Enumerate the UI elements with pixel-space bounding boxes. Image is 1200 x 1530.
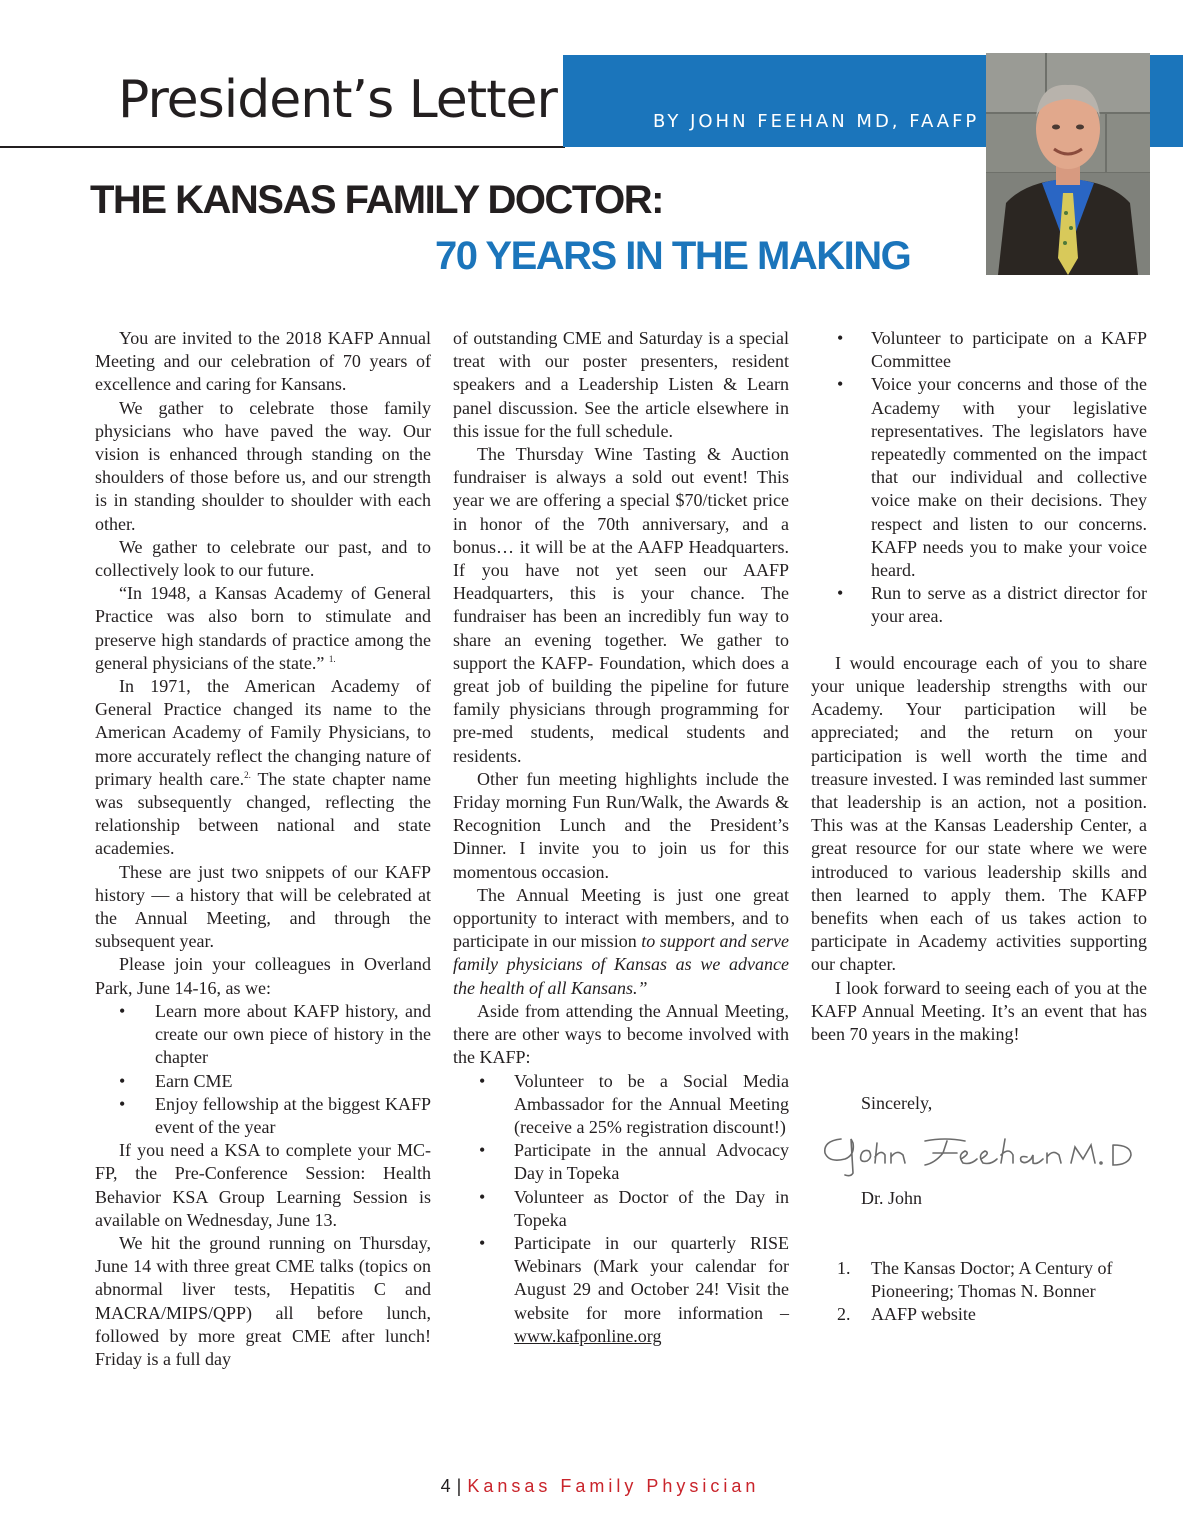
signer-name: Dr. John [861, 1188, 923, 1209]
page-number: 4 [440, 1476, 451, 1496]
list-item: • Volunteer to be a Social Media Ambassador for the Annual Meeting (receive a 25% registration discount!) [453, 1070, 789, 1140]
paragraph: I look forward to seeing each of you at the KAFP Annual Meeting. It’s an event that has been 70 years in the making! [811, 977, 1147, 1045]
list-item: • Enjoy fellowship at the biggest KAFP event of the year [95, 1093, 431, 1139]
publication-name: Kansas Family Physician [467, 1476, 760, 1496]
list-item-text: Participate in our quarterly RISE Webinars (Mark your calendar for August 29 and October 24! Visit the website for more information – [514, 1232, 789, 1323]
list-item: • Voice your concerns and those of the Academy with your legislative representatives. The legislators have repeatedly commented on the impact that our individual and collective voice make on their decisions. They respect and listen to our concerns. KAFP needs you to make your voice heard. [811, 373, 1147, 582]
paragraph-text: In 1971, the American Academy of General Practice changed its name to the American Academy of Family Physicians, to more accurately reflect the changing nature of primary health care. [95, 676, 431, 789]
list-item: • Volunteer as Doctor of the Day in Topeka [453, 1186, 789, 1232]
paragraph [95, 675, 431, 861]
reference-text: The Kansas Doctor; A Century of Pioneering; Thomas N. Bonner [871, 1257, 1113, 1301]
article-column-3 [811, 327, 1147, 1326]
paragraph-text: The Annual Meeting is just one great opportunity to interact with members, and to participate in our mission [453, 884, 789, 952]
list-item: • Learn more about KAFP history, and create our own piece of history in the chapter [95, 1000, 431, 1070]
header-divider [0, 146, 565, 148]
list-item [453, 1232, 789, 1348]
paragraph: of outstanding CME and Saturday is a special treat with our poster presenters, resident speakers and a Leadership Listen & Learn panel discussion. See the article elsewhere in this issue for the full schedule. [453, 328, 789, 441]
paragraph: Please join your colleagues in Overland Park, June 14-16, as we: [95, 954, 431, 998]
list-item: • Earn CME [95, 1070, 431, 1093]
reference-text: AAFP website [871, 1304, 976, 1325]
author-photo [986, 53, 1150, 275]
reference-number: 2. [837, 1304, 851, 1325]
paragraph: We gather to celebrate our past, and to collectively look to our future. [95, 536, 431, 581]
paragraph: These are just two snippets of our KAFP history — a history that will be celebrated at the Annual Meeting, and through the subsequent year. [95, 861, 431, 952]
reference-number: 1. [837, 1257, 851, 1278]
website-link[interactable]: www.kafponline.org [514, 1325, 662, 1346]
list-item: • Volunteer to participate on a KAFP Committee [811, 327, 1147, 373]
sign-off: Sincerely, [861, 1093, 933, 1114]
headline-line-1: THE KANSAS FAMILY DOCTOR: [90, 178, 663, 222]
footnote-ref: 2. [244, 769, 251, 780]
references-list [811, 1257, 1147, 1327]
article-column-1 [95, 327, 431, 1371]
mission-statement: to support and serve family physicians of Kansas as we advance the health of all Kansans.” [453, 931, 789, 998]
reference-item [811, 1303, 1147, 1326]
paragraph [95, 582, 431, 675]
paragraph [453, 884, 789, 1000]
paragraph: You are invited to the 2018 KAFP Annual Meeting and our celebration of 70 years of excellence and caring for Kansans. [95, 328, 431, 395]
paragraph: We hit the ground running on Thursday, June 14 with three great CME talks (topics on abnormal liver tests, Hepatitis C and MACRA/MIPS/QPP) all before lunch, followed by more great CME after lunch! Friday is a full day [95, 1232, 431, 1369]
paragraph-text: The state chapter name was subsequently changed, reflecting the relationship between national and state academies. [95, 768, 431, 859]
bullet-list [811, 327, 1147, 629]
quote-text: “In 1948, a Kansas Academy of General Practice was also born to stimulate and preserve high standards of practice among the general physicians of the state.” [95, 583, 431, 673]
paragraph: I would encourage each of you to share your unique leadership strengths with our Academy. Your participation will be appreciated; and the return on your participation is well worth the time and treasure invested. I was reminded last summer that leadership is an action, not a position. This was at the Kansas Leadership Center, a great resource for our state where we were introduced to various leadership skills and then learned to apply them. The KAFP benefits when each of us takes action to participate in Academy activities supporting our chapter. [811, 652, 1147, 975]
footnote-ref: 1. [328, 653, 336, 664]
footer-separator: | [456, 1476, 462, 1496]
paragraph: Other fun meeting highlights include the Friday morning Fun Run/Walk, the Awards & Recognition Lunch and the President’s Dinner. I invite you to join us for this momentous occasion. [453, 768, 789, 882]
list-item: • Participate in the annual Advocacy Day in Topeka [453, 1139, 789, 1185]
paragraph: We gather to celebrate those family physicians who have paved the way. Our vision is enhanced through standing on the shoulders of those before us, and our strength is in standing shoulder to shoulder with each other. [95, 397, 431, 534]
article-column-2 [453, 327, 789, 1348]
paragraph: The Thursday Wine Tasting & Auction fundraiser is always a sold out event! This year we are offering a special $70/ticket price in honor of the 70th anniversary, and a bonus… it will be at the AAFP Headquarters. If you have not yet seen our AAFP Headquarters, this is your chance. The fundraiser has been an incredibly fun way to share an evening together. We gather to support the KAFP- Foundation, which does a great job of building the pipeline for future family physicians through programming for pre-med students, medical students and residents. [453, 444, 789, 766]
headline-line-2: 70 YEARS IN THE MAKING [435, 234, 911, 278]
paragraph: If you need a KSA to complete your MC-FP, the Pre-Conference Session: Health Behavior KSA Group Learning Session is available on Wednesday, June 13. [95, 1140, 431, 1230]
reference-item [811, 1257, 1147, 1303]
list-item: • Run to serve as a district director for your area. [811, 582, 1147, 628]
byline: BY JOHN FEEHAN MD, FAAFP [653, 111, 980, 132]
handwritten-signature [815, 1129, 1145, 1179]
page-footer [0, 1476, 1200, 1497]
bullet-list [453, 1070, 789, 1348]
bullet-list [95, 1000, 431, 1139]
paragraph: Aside from attending the Annual Meeting, there are other ways to become involved with the KAFP: [453, 1000, 789, 1068]
section-title: President’s Letter [118, 70, 557, 130]
